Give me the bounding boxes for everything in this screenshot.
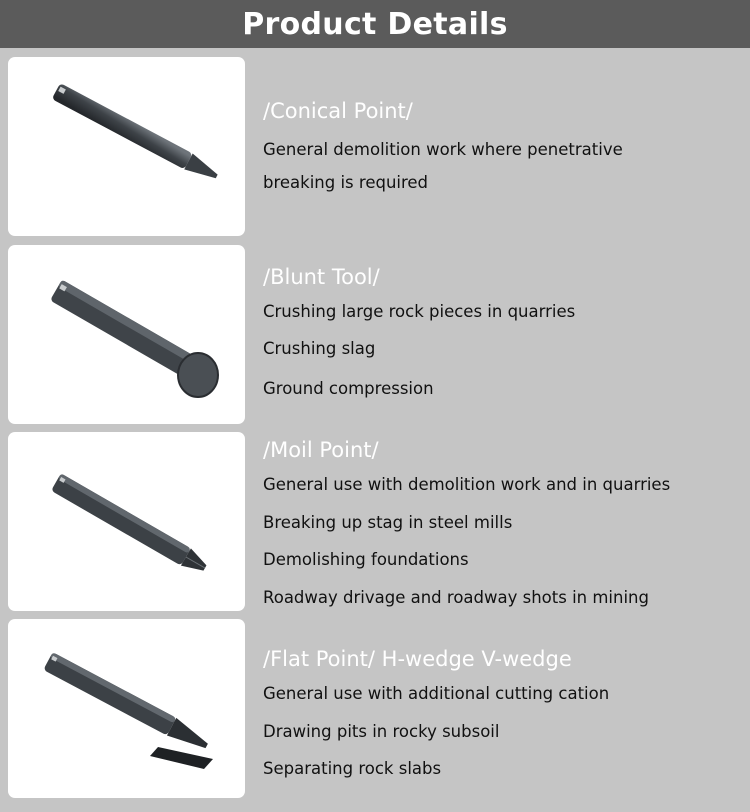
product-description-line: Crushing slag <box>263 339 376 358</box>
product-title: /Conical Point/ <box>263 99 413 123</box>
product-description-line: Crushing large rock pieces in quarries <box>263 302 576 321</box>
product-description-line: Separating rock slabs <box>263 759 442 778</box>
product-description-line: breaking is required <box>263 173 429 192</box>
product-image-card-moil-point <box>8 432 245 611</box>
product-image-card-conical-point <box>8 57 245 236</box>
product-description-line: Ground compression <box>263 379 434 398</box>
product-description-line: Roadway drivage and roadway shots in mining <box>263 588 649 607</box>
product-description-line: Drawing pits in rocky subsoil <box>263 722 500 741</box>
product-info-moil-point <box>263 437 743 607</box>
product-description-line: General use with demolition work and in quarries <box>263 475 671 494</box>
moil-point-tool-image <box>8 432 245 611</box>
flat-point-tool-image <box>8 619 245 798</box>
product-image-card-flat-point <box>8 619 245 798</box>
product-description-line: Breaking up stag in steel mills <box>263 513 513 532</box>
product-description-line: General use with additional cutting cation <box>263 684 610 703</box>
blunt-tool-image <box>8 245 245 424</box>
product-title: /Blunt Tool/ <box>263 265 380 289</box>
product-description-line: General demolition work where penetrative <box>263 140 623 159</box>
product-title: /Moil Point/ <box>263 438 379 462</box>
product-info-blunt-tool <box>263 264 743 398</box>
product-image-card-blunt-tool <box>8 245 245 424</box>
conical-point-tool-image <box>8 57 245 236</box>
product-info-conical-point <box>263 98 743 192</box>
product-title: /Flat Point/ H-wedge V-wedge <box>263 647 572 671</box>
product-description-line: Demolishing foundations <box>263 550 469 569</box>
product-info-flat-point <box>263 646 743 778</box>
page-title: Product Details <box>242 6 508 42</box>
page-header <box>0 0 750 48</box>
